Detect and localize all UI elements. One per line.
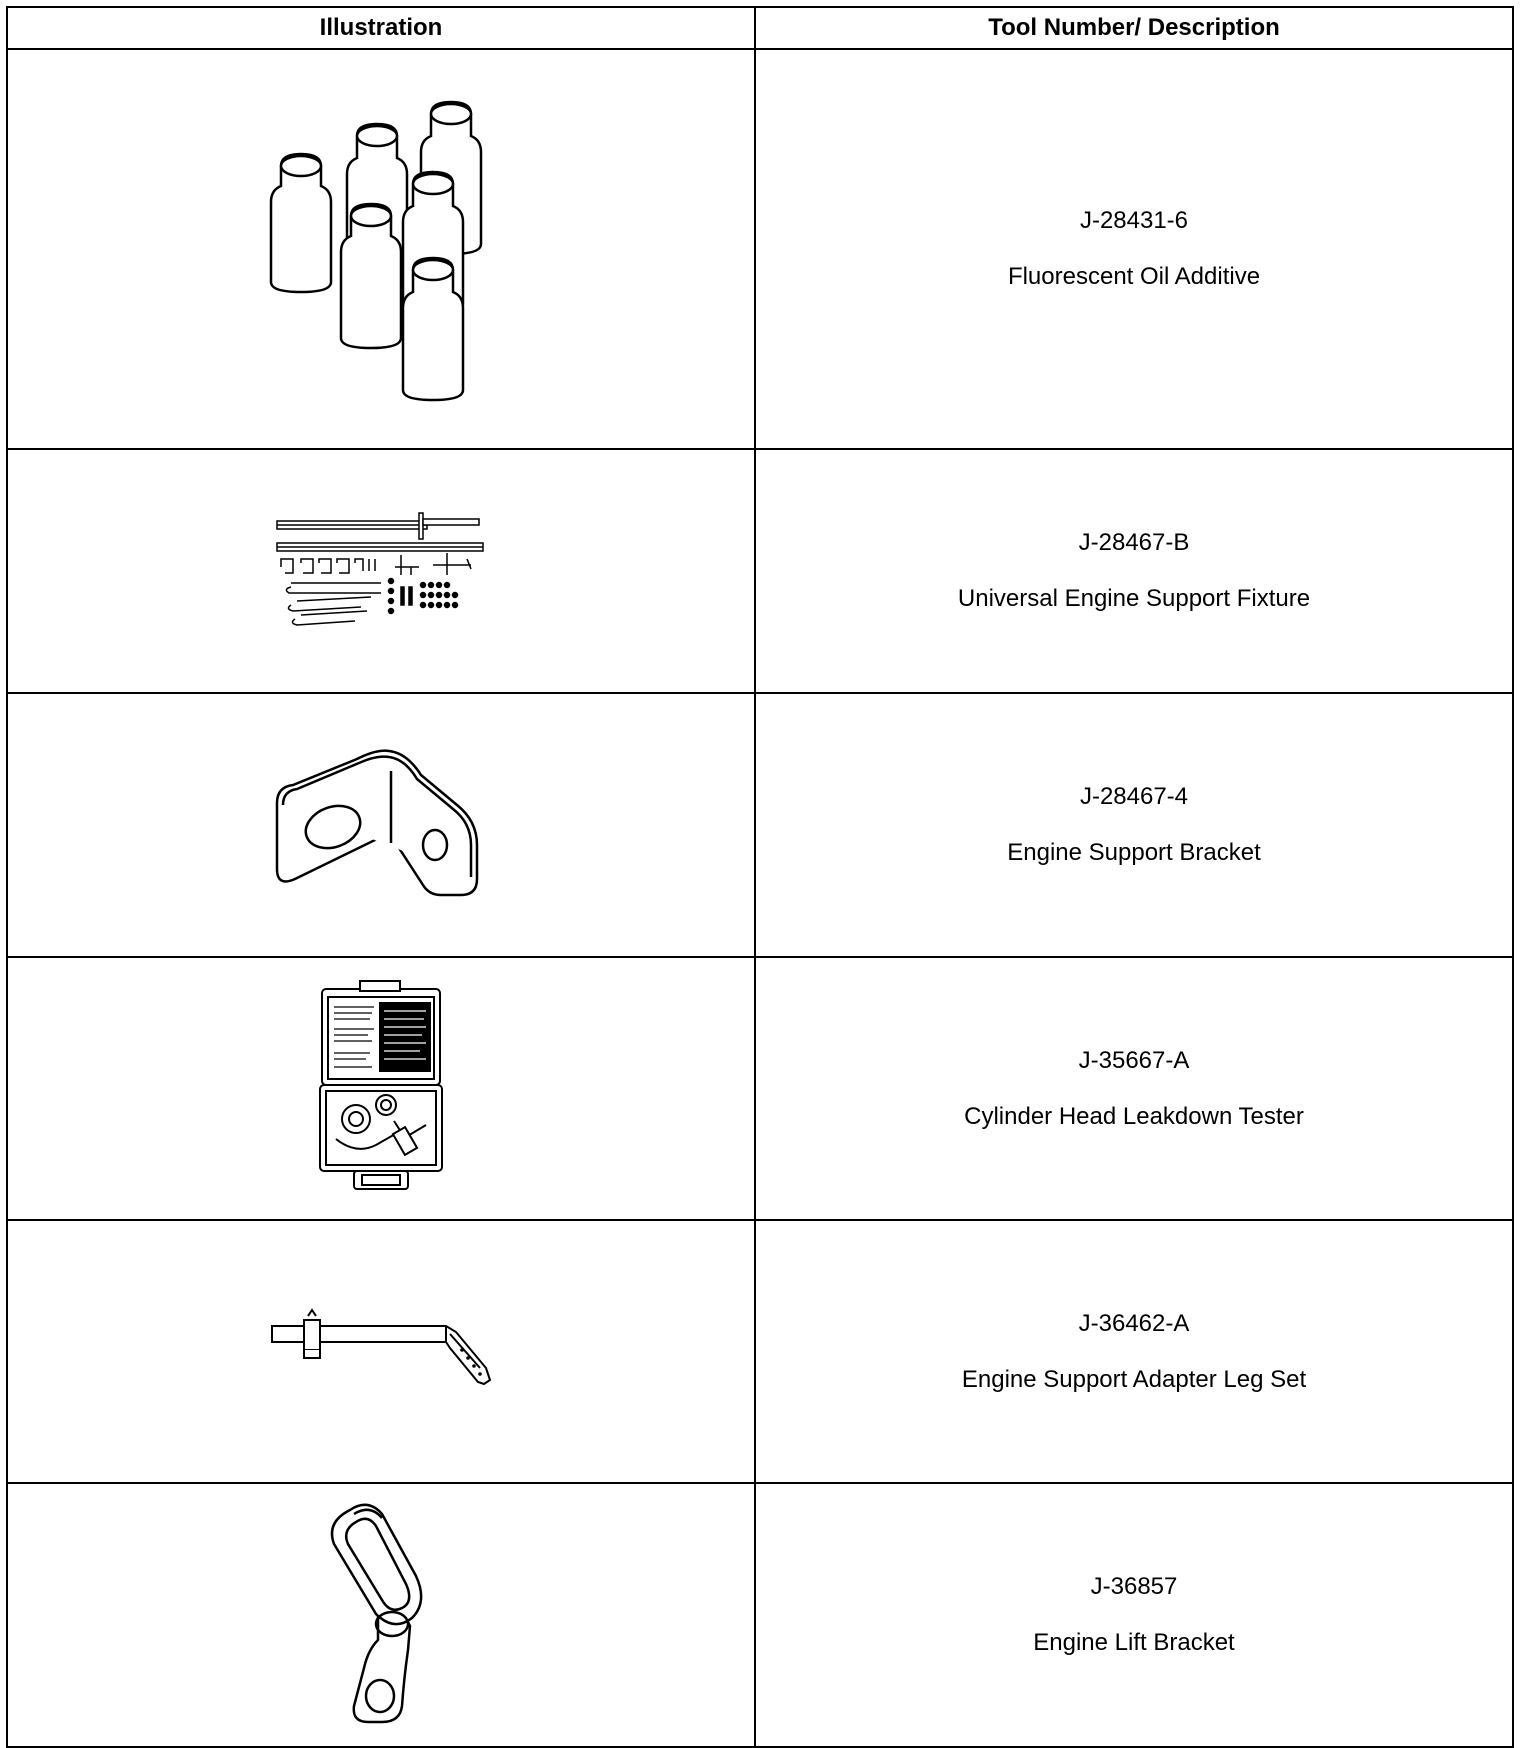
table-row xyxy=(7,449,1513,693)
adapter-leg-icon xyxy=(266,1302,496,1402)
table-row xyxy=(7,49,1513,449)
illustration-cell xyxy=(7,449,755,693)
tool-number: J-28467-4 xyxy=(1079,783,1189,810)
oil-bottles-icon xyxy=(261,94,501,404)
table-header-row xyxy=(7,7,1513,49)
description-cell xyxy=(755,49,1513,449)
description-cell xyxy=(755,957,1513,1220)
tool-description: Fluorescent Oil Additive xyxy=(1007,263,1261,290)
table-row xyxy=(7,1483,1513,1747)
tool-description: Engine Lift Bracket xyxy=(1033,1629,1235,1656)
illustration-cell xyxy=(7,957,755,1220)
engine-support-fixture-icon xyxy=(271,511,491,631)
tool-number: J-36857 xyxy=(1090,1573,1178,1600)
illustration-cell xyxy=(7,49,755,449)
tool-number: J-28467-B xyxy=(1078,529,1190,556)
tool-description: Engine Support Bracket xyxy=(1007,839,1261,866)
tool-number: J-28431-6 xyxy=(1079,207,1189,234)
table-row xyxy=(7,693,1513,957)
illustration-cell xyxy=(7,1220,755,1483)
tool-description: Universal Engine Support Fixture xyxy=(957,585,1311,612)
tool-description: Cylinder Head Leakdown Tester xyxy=(964,1102,1304,1130)
description-cell xyxy=(755,693,1513,957)
leakdown-tester-case-icon xyxy=(316,979,446,1199)
tool-table xyxy=(6,6,1514,1748)
description-cell xyxy=(755,1220,1513,1483)
illustration-cell xyxy=(7,1483,755,1747)
tool-number: J-36462-A xyxy=(1078,1309,1190,1337)
tool-description: Engine Support Adapter Leg Set xyxy=(961,1365,1307,1393)
description-cell xyxy=(755,449,1513,693)
illustration-header: Illustration xyxy=(7,7,755,49)
table-row xyxy=(7,1220,1513,1483)
tool-description-header: Tool Number/ Description xyxy=(755,7,1513,49)
support-bracket-icon xyxy=(271,745,491,905)
illustration-cell xyxy=(7,693,755,957)
description-cell xyxy=(755,1483,1513,1747)
tool-number: J-35667-A xyxy=(1078,1046,1190,1074)
lift-bracket-icon xyxy=(316,1500,446,1730)
table-row xyxy=(7,957,1513,1220)
